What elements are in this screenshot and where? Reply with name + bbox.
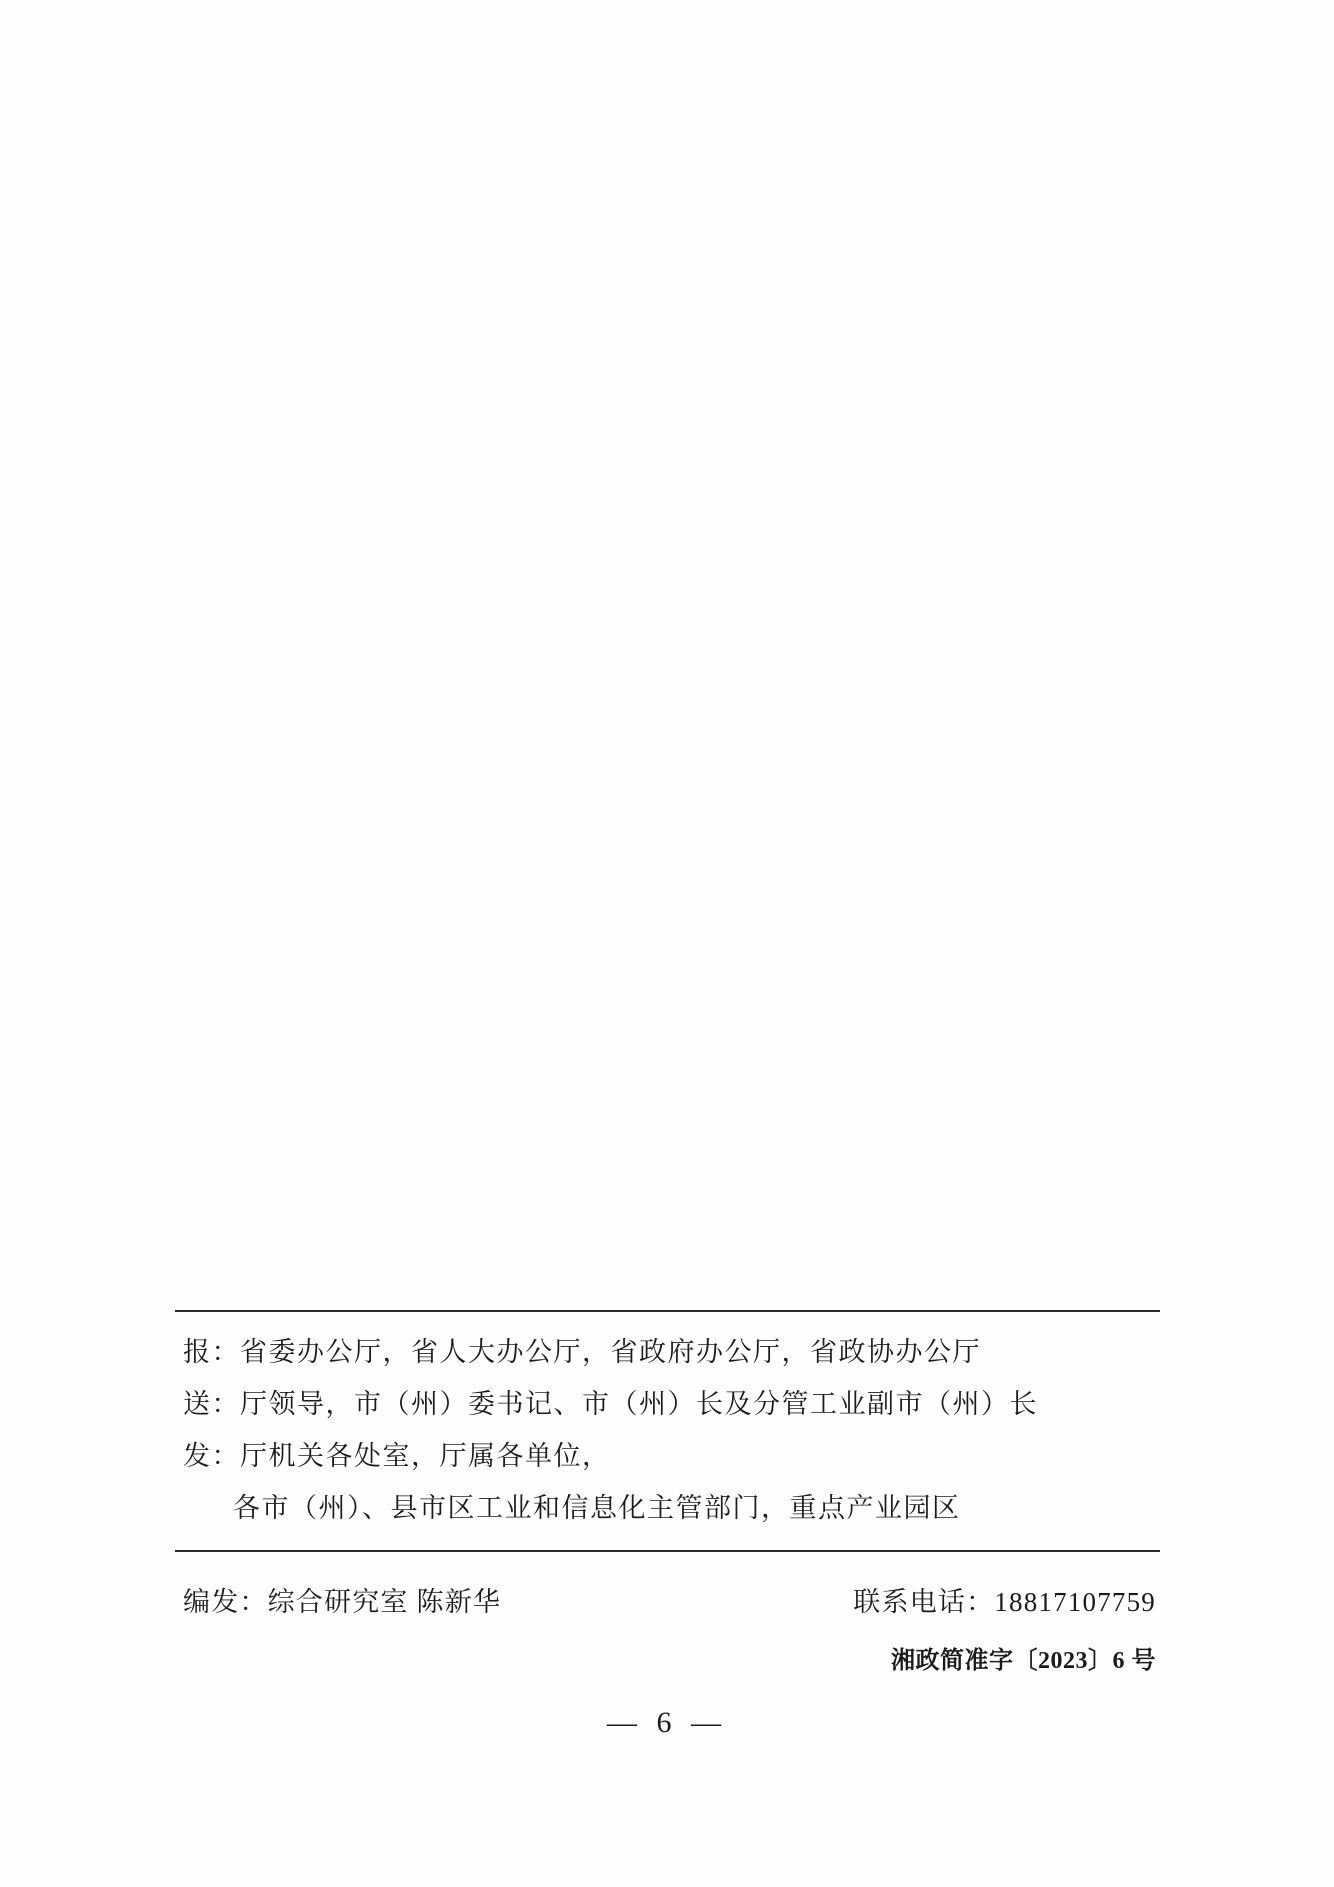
- distribution-line-report: 报：省委办公厅，省人大办公厅，省政府办公厅，省政协办公厅: [183, 1337, 981, 1367]
- page-number: — 6 —: [607, 1706, 727, 1739]
- distribution-block: [175, 1310, 1160, 1552]
- footer-editor-row: [175, 1580, 1160, 1619]
- distribution-line-send: 送：厅领导，市（州）委书记、市（州）长及分管工业副市（州）长: [183, 1389, 1038, 1419]
- distribution-line-issue-continued: 各市（州）、县市区工业和信息化主管部门，重点产业园区: [233, 1493, 961, 1523]
- footer-editor-label: 编发：综合研究室 陈新华: [183, 1587, 502, 1617]
- page-body-blank-area: [175, 60, 1160, 1060]
- footer-contact-phone: 联系电话：18817107759: [853, 1587, 1156, 1617]
- distribution-line-issue: 发：厅机关各处室，厅属各单位，: [183, 1441, 611, 1471]
- footer-document-number: 湘政简准字〔2023〕6 号: [891, 1648, 1156, 1674]
